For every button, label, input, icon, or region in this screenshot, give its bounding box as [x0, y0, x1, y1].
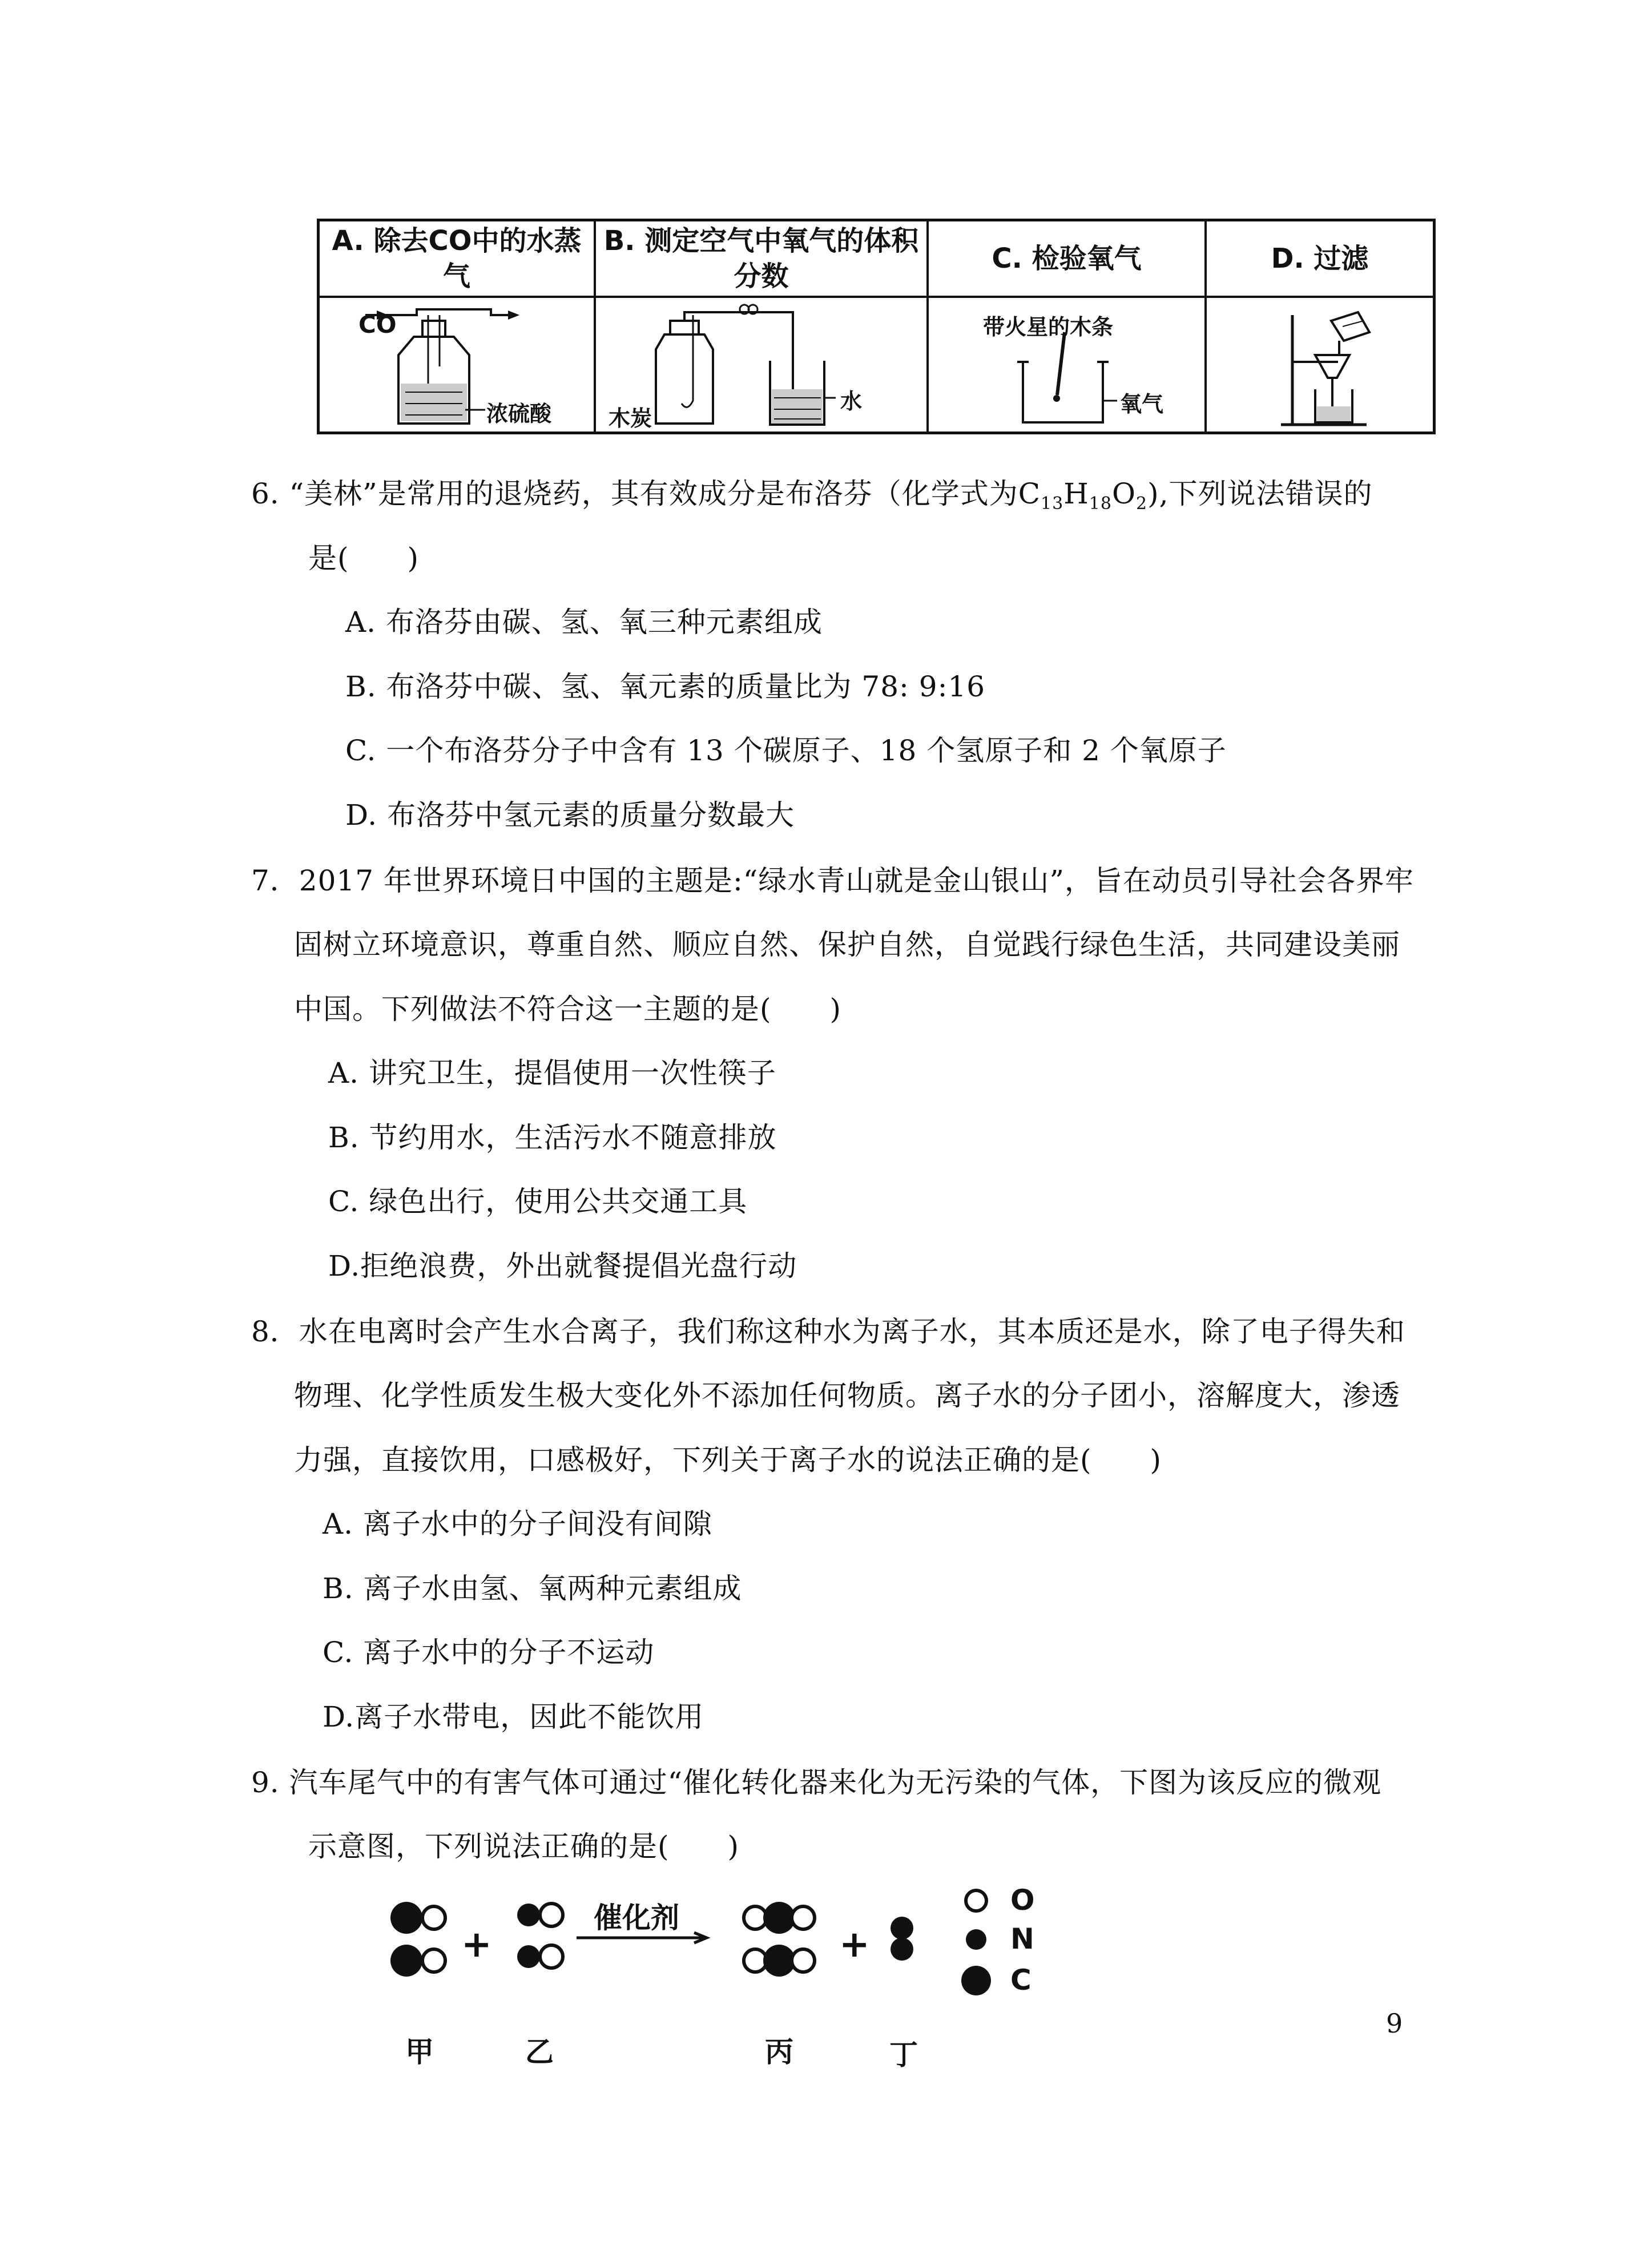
page-number: 9	[1386, 2008, 1404, 2039]
question-8-stem-line1: 8．水在电离时会产生水合离子，我们称这种水为离子水，其本质还是水，除了电子得失和	[251, 1315, 1405, 1348]
co-label: CO	[358, 311, 397, 338]
q8-option-a[interactable]: A. 离子水中的分子间没有间隙	[323, 1507, 712, 1541]
question-7-stem-line1: 7．2017 年世界环境日中国的主题是:“绿水青山就是金山银山”，旨在动员引导社会各界牢	[251, 864, 1414, 897]
option-d-header: D. 过滤	[1271, 243, 1369, 275]
charcoal-label: 木炭	[609, 406, 652, 431]
q8-option-b[interactable]: B. 离子水由氢、氧两种元素组成	[323, 1572, 742, 1605]
q6-stem-a: 6. “美林”是常用的退烧药，其有效成分是布洛芬（化学式为	[251, 477, 1018, 510]
filtration-drawing	[1207, 298, 1433, 432]
question-9-stem-line1: 9. 汽车尾气中的有害气体可通过“催化转化器来化为无污染的气体，下图为该反应的微观	[251, 1766, 1382, 1799]
question-6-stem-line2: 是( )	[308, 542, 420, 575]
species-bing-label: 丙	[765, 2035, 793, 2068]
legend-c-label: C	[1010, 1963, 1032, 1997]
glowing-splint-label: 带火星的木条	[983, 314, 1114, 340]
q8-option-d[interactable]: D.离子水带电，因此不能饮用	[323, 1700, 704, 1733]
plus-sign-1: +	[461, 1924, 492, 1966]
oxygen-test-figure	[929, 298, 1204, 432]
reaction-diagram	[377, 1884, 1062, 2078]
q8-option-c[interactable]: C. 离子水中的分子不运动	[323, 1636, 655, 1669]
q6-option-d[interactable]: D. 布洛芬中氢元素的质量分数最大	[345, 799, 795, 832]
q6-option-b[interactable]: B. 布洛芬中碳、氢、氧元素的质量比为 78: 9:16	[345, 670, 986, 703]
experiment-options-table	[317, 219, 1436, 434]
q6-option-c[interactable]: C. 一个布洛芬分子中含有 13 个碳原子、18 个氢原子和 2 个氧原子	[345, 734, 1227, 767]
plus-sign-2: +	[839, 1924, 870, 1966]
q6-stem-b: ),下列说法错误的	[1147, 477, 1373, 510]
water-label: 水	[840, 389, 863, 414]
question-6-stem	[251, 474, 1372, 514]
option-a-header: A. 除去CO中的水蒸气	[332, 225, 582, 292]
legend-o-label: O	[1010, 1884, 1035, 1917]
question-8-stem-line3: 力强，直接饮用，口感极好，下列关于离子水的说法正确的是( )	[294, 1443, 1162, 1477]
q7-option-b[interactable]: B. 节约用水，生活污水不随意排放	[328, 1121, 777, 1154]
question-7-stem-line2: 固树立环境意识，尊重自然、顺应自然、保护自然，自觉践行绿色生活，共同建设美丽	[294, 928, 1400, 961]
species-jia-label: 甲	[405, 2035, 434, 2068]
legend-n-label: N	[1010, 1922, 1034, 1955]
q6-option-a[interactable]: A. 布洛芬由碳、氢、氧三种元素组成	[345, 606, 823, 639]
q7-option-d[interactable]: D.拒绝浪费，外出就餐提倡光盘行动	[328, 1249, 797, 1283]
molecule-drawing	[377, 1884, 1062, 2078]
catalyst-label: 催化剂	[594, 1901, 679, 1934]
q7-option-a[interactable]: A. 讲究卫生，提倡使用一次性筷子	[328, 1057, 776, 1090]
species-ding-label: 丁	[889, 2038, 918, 2071]
q6-formula: $C_{13}H_{18}O_2$	[1018, 477, 1148, 514]
washing-bottle-figure	[320, 298, 594, 432]
sulfuric-acid-label: 浓硫酸	[486, 401, 552, 426]
option-b-header: B. 测定空气中氧气的体积分数	[603, 225, 919, 292]
filtration-figure	[1207, 298, 1433, 432]
species-yi-label: 乙	[525, 2035, 554, 2068]
oxygen-label: 氧气	[1120, 392, 1164, 417]
question-8-stem-line2: 物理、化学性质发生极大变化外不添加任何物质。离子水的分子团小，溶解度大，渗透	[294, 1379, 1400, 1412]
question-9-stem-line2: 示意图，下列说法正确的是( )	[308, 1830, 740, 1863]
question-7-stem-line3: 中国。下列做法不符合这一主题的是( )	[294, 993, 842, 1026]
q7-option-c[interactable]: C. 绿色出行，使用公共交通工具	[328, 1185, 748, 1218]
option-c-header: C. 检验氧气	[992, 243, 1142, 275]
oxygen-volume-figure	[596, 298, 926, 432]
